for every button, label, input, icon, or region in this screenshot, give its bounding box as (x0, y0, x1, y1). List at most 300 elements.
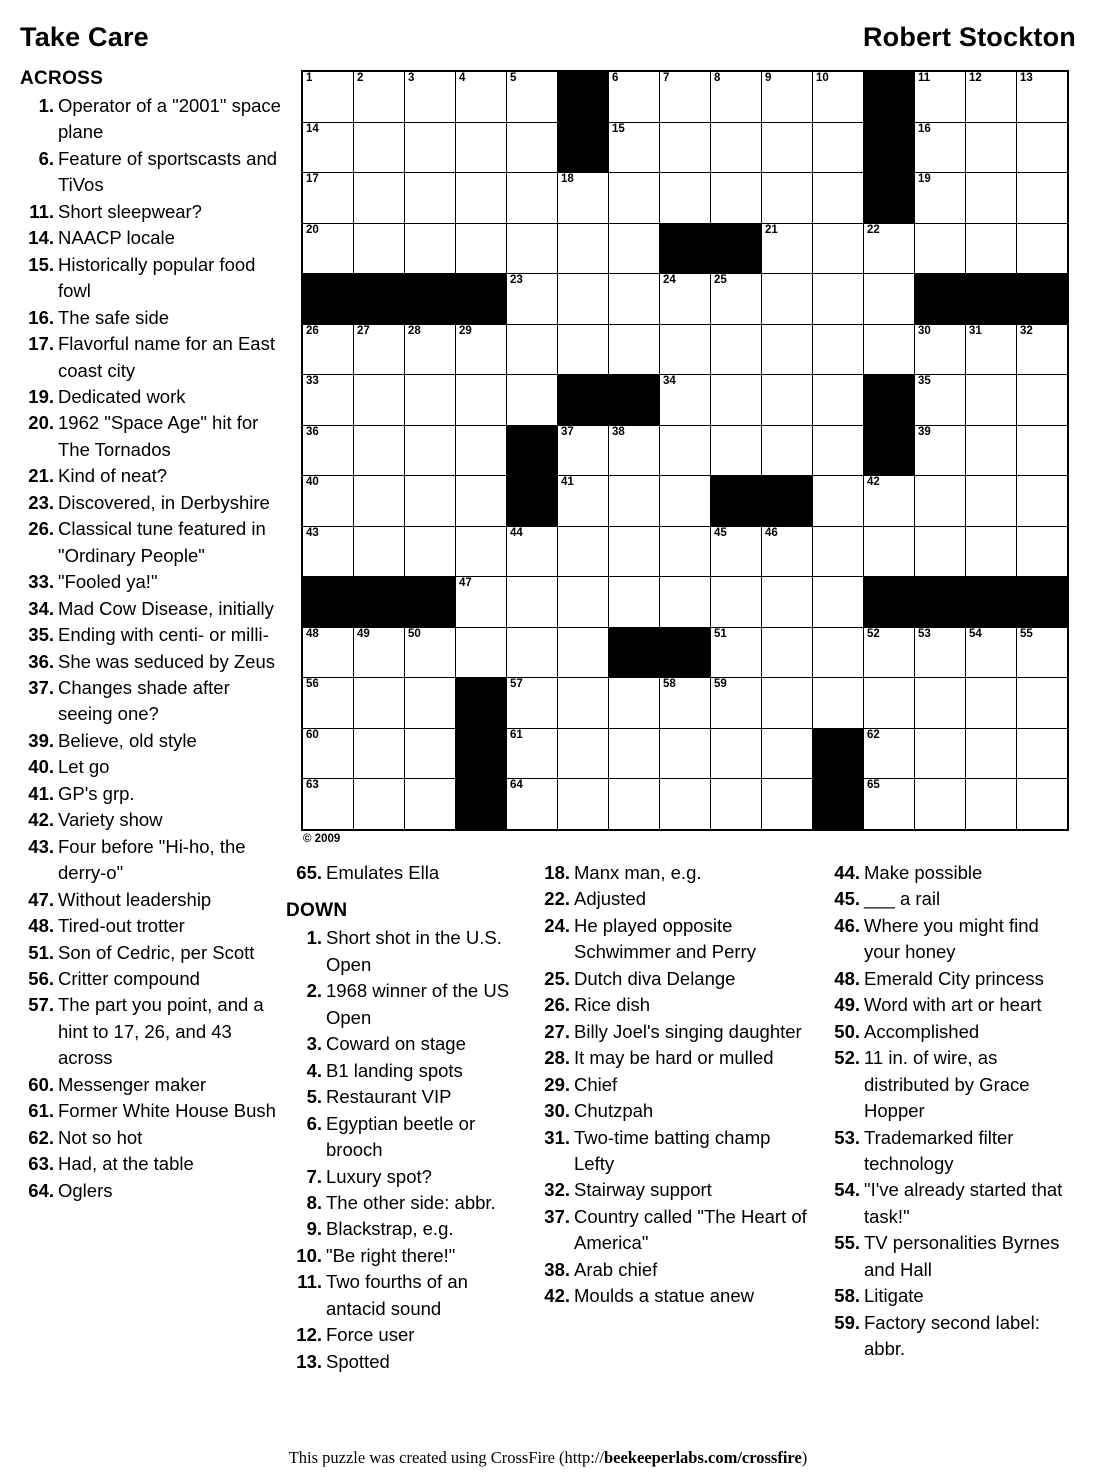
grid-cell[interactable] (302, 375, 354, 426)
grid-cell[interactable] (1017, 476, 1069, 527)
clue-item[interactable] (286, 1216, 522, 1242)
grid-cell[interactable] (711, 728, 762, 779)
grid-cell[interactable] (915, 122, 966, 173)
across-clue-list-tail (286, 860, 522, 886)
grid-cell[interactable] (354, 476, 405, 527)
grid-cell[interactable] (711, 577, 762, 628)
clue-number: 18. (544, 862, 570, 883)
clue-item[interactable] (824, 1019, 1064, 1045)
grid-cell[interactable] (711, 274, 762, 325)
grid-cell[interactable] (609, 728, 660, 779)
grid-cell[interactable] (915, 71, 966, 122)
grid-cell[interactable] (915, 324, 966, 375)
clue-item[interactable] (534, 1019, 812, 1045)
grid-cell[interactable] (864, 627, 915, 678)
grid-cell[interactable] (762, 274, 813, 325)
grid-block-cell (507, 425, 558, 476)
grid-cell[interactable] (302, 476, 354, 527)
grid-cell[interactable] (507, 223, 558, 274)
grid-cell[interactable] (660, 526, 711, 577)
clue-item[interactable] (534, 913, 812, 966)
grid-cell[interactable] (609, 779, 660, 830)
grid-cell[interactable] (711, 425, 762, 476)
clue-item[interactable] (20, 992, 288, 1071)
clue-item[interactable] (20, 93, 288, 146)
grid-cell[interactable] (558, 476, 609, 527)
grid-cell[interactable] (762, 122, 813, 173)
grid-cell[interactable] (660, 122, 711, 173)
grid-cell[interactable] (609, 122, 660, 173)
clue-item[interactable] (534, 992, 812, 1018)
grid-cell[interactable] (915, 476, 966, 527)
clue-item[interactable] (20, 225, 288, 251)
grid-cell[interactable] (302, 779, 354, 830)
grid-cell[interactable] (456, 375, 507, 426)
clue-item[interactable] (20, 1178, 288, 1204)
grid-cell[interactable] (864, 476, 915, 527)
grid-cell[interactable] (711, 678, 762, 729)
footer-link[interactable]: beekeeperlabs.com/crossfire (603, 1448, 802, 1467)
grid-cell[interactable] (966, 425, 1017, 476)
grid-cell[interactable] (456, 526, 507, 577)
clue-item[interactable] (534, 1204, 812, 1257)
clue-item[interactable] (534, 1177, 812, 1203)
clue-item[interactable] (20, 966, 288, 992)
grid-block-cell (1017, 577, 1069, 628)
clue-item[interactable] (286, 978, 522, 1031)
grid-cell[interactable] (405, 476, 456, 527)
grid-cell[interactable] (354, 122, 405, 173)
grid-cell[interactable] (1017, 324, 1069, 375)
grid-cell[interactable] (813, 324, 864, 375)
grid-cell[interactable] (456, 122, 507, 173)
grid-cell[interactable] (302, 526, 354, 577)
grid-block-cell (966, 274, 1017, 325)
grid-cell[interactable] (302, 678, 354, 729)
clue-item[interactable] (286, 860, 522, 886)
grid-cell[interactable] (302, 728, 354, 779)
clue-item[interactable] (20, 146, 288, 199)
clue-item[interactable] (286, 1111, 522, 1164)
clue-item[interactable] (286, 1084, 522, 1110)
grid-cell[interactable] (405, 627, 456, 678)
clue-number: 33. (28, 571, 54, 593)
grid-cell[interactable] (507, 324, 558, 375)
grid-cell[interactable] (507, 728, 558, 779)
grid-cell[interactable] (813, 526, 864, 577)
grid-block-cell (711, 476, 762, 527)
clue-item[interactable] (20, 781, 288, 807)
grid-cell[interactable] (609, 526, 660, 577)
grid-cell[interactable] (864, 324, 915, 375)
grid-cell[interactable] (1017, 779, 1069, 830)
clue-item[interactable] (286, 1031, 522, 1057)
clue-item[interactable] (20, 516, 288, 569)
clue-item[interactable] (20, 649, 288, 675)
grid-cell[interactable] (966, 526, 1017, 577)
crossword-grid[interactable] (301, 70, 1069, 831)
grid-cell[interactable] (966, 678, 1017, 729)
grid-cell[interactable] (354, 71, 405, 122)
grid-cell[interactable] (558, 173, 609, 224)
grid-cell[interactable] (711, 173, 762, 224)
grid-cell[interactable] (354, 324, 405, 375)
clue-item[interactable] (20, 1098, 288, 1124)
grid-cell[interactable] (762, 678, 813, 729)
grid-cell[interactable] (609, 425, 660, 476)
grid-cell[interactable] (456, 425, 507, 476)
grid-cell[interactable] (1017, 627, 1069, 678)
grid-cell[interactable] (762, 526, 813, 577)
grid-cell-number: 59 (714, 678, 727, 690)
grid-cell[interactable] (507, 678, 558, 729)
grid-cell[interactable] (864, 728, 915, 779)
grid-cell[interactable] (711, 779, 762, 830)
clue-item[interactable] (20, 1125, 288, 1151)
grid-cell[interactable] (1017, 425, 1069, 476)
clue-item[interactable] (20, 384, 288, 410)
grid-cell[interactable] (354, 779, 405, 830)
grid-cell[interactable] (915, 173, 966, 224)
clue-number: 6. (306, 1112, 322, 1134)
grid-cell[interactable] (354, 173, 405, 224)
grid-cell[interactable] (609, 274, 660, 325)
grid-cell[interactable] (405, 425, 456, 476)
grid-cell[interactable] (609, 173, 660, 224)
clue-item[interactable] (534, 1283, 812, 1309)
grid-cell[interactable] (609, 71, 660, 122)
grid-row (302, 476, 1068, 527)
clue-text: B1 landing spots (326, 1059, 463, 1081)
grid-cell[interactable] (507, 779, 558, 830)
clue-item[interactable] (286, 1269, 522, 1322)
grid-cell[interactable] (915, 678, 966, 729)
grid-cell[interactable] (966, 71, 1017, 122)
grid-cell[interactable] (302, 324, 354, 375)
grid-row (302, 173, 1068, 224)
grid-cell[interactable] (456, 476, 507, 527)
grid-cell[interactable] (966, 728, 1017, 779)
grid-cell[interactable] (354, 627, 405, 678)
grid-cell[interactable] (864, 274, 915, 325)
clue-item[interactable] (534, 1098, 812, 1124)
grid-cell[interactable] (660, 678, 711, 729)
grid-cell[interactable] (864, 678, 915, 729)
clue-item[interactable] (534, 1125, 812, 1178)
grid-cell[interactable] (302, 627, 354, 678)
clue-item[interactable] (20, 834, 288, 887)
clue-item[interactable] (824, 1230, 1064, 1283)
grid-cell[interactable] (762, 71, 813, 122)
clue-item[interactable] (824, 1310, 1064, 1363)
grid-cell[interactable] (711, 71, 762, 122)
grid-cell[interactable] (813, 627, 864, 678)
clue-item[interactable] (20, 675, 288, 728)
clue-item[interactable] (824, 913, 1064, 966)
clue-item[interactable] (20, 410, 288, 463)
grid-cell[interactable] (813, 274, 864, 325)
grid-cell[interactable] (813, 122, 864, 173)
grid-cell[interactable] (762, 223, 813, 274)
grid-cell[interactable] (302, 173, 354, 224)
clue-item[interactable] (20, 887, 288, 913)
grid-cell[interactable] (302, 122, 354, 173)
grid-cell[interactable] (456, 173, 507, 224)
grid-cell[interactable] (966, 627, 1017, 678)
grid-cell[interactable] (813, 71, 864, 122)
clue-item[interactable] (20, 199, 288, 225)
grid-cell[interactable] (762, 375, 813, 426)
clue-number: 25. (544, 967, 570, 989)
grid-cell[interactable] (354, 223, 405, 274)
grid-cell[interactable] (558, 728, 609, 779)
clue-item[interactable] (286, 1190, 522, 1216)
grid-cell[interactable] (456, 223, 507, 274)
grid-cell[interactable] (813, 425, 864, 476)
grid-cell[interactable] (762, 728, 813, 779)
grid-cell[interactable] (660, 71, 711, 122)
clue-text: Chutzpah (574, 1100, 654, 1122)
clue-item[interactable] (20, 913, 288, 939)
grid-cell[interactable] (966, 324, 1017, 375)
clue-item[interactable] (286, 1164, 522, 1190)
clue-item[interactable] (824, 860, 1064, 886)
clue-item[interactable] (534, 1072, 812, 1098)
grid-cell[interactable] (1017, 71, 1069, 122)
clue-item[interactable] (20, 305, 288, 331)
grid-cell[interactable] (558, 274, 609, 325)
clue-item[interactable] (534, 860, 812, 886)
grid-cell[interactable] (405, 324, 456, 375)
grid-cell[interactable] (405, 728, 456, 779)
clue-text: Classical tune featured in "Ordinary People" (58, 518, 266, 566)
grid-cell[interactable] (609, 678, 660, 729)
clue-item[interactable] (534, 1257, 812, 1283)
grid-cell[interactable] (1017, 678, 1069, 729)
grid-cell[interactable] (456, 627, 507, 678)
grid-cell-number: 41 (561, 476, 574, 488)
grid-cell[interactable] (1017, 728, 1069, 779)
grid-cell[interactable] (405, 173, 456, 224)
clue-item[interactable] (20, 463, 288, 489)
grid-cell-number: 58 (663, 678, 676, 690)
clue-text: Accomplished (864, 1020, 980, 1042)
grid-cell[interactable] (354, 728, 405, 779)
grid-cell[interactable] (711, 324, 762, 375)
grid-cell[interactable] (660, 476, 711, 527)
grid-cell[interactable] (711, 375, 762, 426)
grid-cell[interactable] (915, 627, 966, 678)
grid-cell[interactable] (813, 476, 864, 527)
grid-cell[interactable] (1017, 223, 1069, 274)
grid-cell[interactable] (711, 122, 762, 173)
clue-item[interactable] (286, 1349, 522, 1375)
grid-cell[interactable] (915, 728, 966, 779)
grid-block-cell (609, 375, 660, 426)
grid-cell[interactable] (660, 779, 711, 830)
grid-cell[interactable] (558, 223, 609, 274)
clue-item[interactable] (824, 1177, 1064, 1230)
grid-cell[interactable] (915, 425, 966, 476)
clue-item[interactable] (20, 252, 288, 305)
grid-cell[interactable] (302, 71, 354, 122)
grid-cell[interactable] (456, 324, 507, 375)
grid-cell[interactable] (609, 476, 660, 527)
clue-number: 43. (28, 835, 54, 857)
grid-cell[interactable] (813, 223, 864, 274)
grid-cell[interactable] (507, 173, 558, 224)
grid-cell[interactable] (813, 678, 864, 729)
grid-table[interactable] (301, 70, 1069, 831)
clue-item[interactable] (824, 1283, 1064, 1309)
grid-cell[interactable] (558, 627, 609, 678)
grid-cell[interactable] (609, 577, 660, 628)
clue-item[interactable] (824, 886, 1064, 912)
clue-item[interactable] (20, 940, 288, 966)
grid-cell[interactable] (405, 223, 456, 274)
grid-cell[interactable] (660, 577, 711, 628)
grid-cell[interactable] (660, 274, 711, 325)
clue-item[interactable] (286, 1243, 522, 1269)
clue-item[interactable] (20, 490, 288, 516)
grid-cell[interactable] (813, 375, 864, 426)
grid-cell[interactable] (507, 122, 558, 173)
grid-cell[interactable] (966, 476, 1017, 527)
grid-cell[interactable] (405, 122, 456, 173)
clue-item[interactable] (20, 1151, 288, 1177)
clue-number: 5. (306, 1086, 322, 1108)
grid-cell[interactable] (609, 324, 660, 375)
grid-cell[interactable] (762, 627, 813, 678)
clue-item[interactable] (20, 1072, 288, 1098)
grid-cell[interactable] (762, 779, 813, 830)
grid-cell[interactable] (405, 779, 456, 830)
grid-cell[interactable] (966, 122, 1017, 173)
grid-cell[interactable] (966, 779, 1017, 830)
grid-cell[interactable] (864, 526, 915, 577)
grid-cell[interactable] (354, 526, 405, 577)
grid-cell[interactable] (558, 425, 609, 476)
grid-cell[interactable] (1017, 122, 1069, 173)
clue-item[interactable] (824, 992, 1064, 1018)
clue-item[interactable] (20, 596, 288, 622)
grid-cell[interactable] (302, 425, 354, 476)
clue-number: 34. (28, 597, 54, 619)
grid-block-cell (558, 122, 609, 173)
grid-cell-number: 63 (306, 779, 319, 791)
clue-item[interactable] (20, 754, 288, 780)
clue-item[interactable] (824, 1125, 1064, 1178)
grid-cell[interactable] (915, 375, 966, 426)
grid-cell[interactable] (456, 577, 507, 628)
grid-cell[interactable] (864, 223, 915, 274)
grid-cell[interactable] (762, 324, 813, 375)
grid-cell[interactable] (558, 678, 609, 729)
grid-cell[interactable] (762, 425, 813, 476)
grid-cell[interactable] (507, 274, 558, 325)
grid-cell[interactable] (1017, 173, 1069, 224)
grid-cell[interactable] (405, 375, 456, 426)
clue-item[interactable] (534, 886, 812, 912)
grid-cell[interactable] (1017, 375, 1069, 426)
grid-cell[interactable] (915, 526, 966, 577)
grid-cell[interactable] (405, 526, 456, 577)
grid-row (302, 577, 1068, 628)
clue-item[interactable] (20, 622, 288, 648)
grid-cell[interactable] (405, 71, 456, 122)
grid-cell[interactable] (864, 779, 915, 830)
clue-item[interactable] (286, 1058, 522, 1084)
grid-cell[interactable] (354, 375, 405, 426)
clue-item[interactable] (824, 1045, 1064, 1124)
grid-cell[interactable] (966, 223, 1017, 274)
grid-cell[interactable] (558, 577, 609, 628)
grid-cell[interactable] (354, 678, 405, 729)
grid-cell[interactable] (405, 678, 456, 729)
clue-item[interactable] (20, 331, 288, 384)
grid-cell-number: 15 (612, 122, 625, 135)
grid-cell[interactable] (660, 728, 711, 779)
grid-cell[interactable] (660, 324, 711, 375)
clue-item[interactable] (20, 728, 288, 754)
clue-number: 52. (834, 1047, 860, 1069)
grid-cell[interactable] (558, 526, 609, 577)
grid-cell[interactable] (507, 71, 558, 122)
grid-cell[interactable] (762, 577, 813, 628)
grid-cell[interactable] (507, 526, 558, 577)
grid-cell[interactable] (813, 577, 864, 628)
grid-cell[interactable] (966, 173, 1017, 224)
clue-item[interactable] (534, 1045, 812, 1071)
grid-cell[interactable] (507, 627, 558, 678)
grid-cell[interactable] (354, 425, 405, 476)
grid-cell[interactable] (558, 779, 609, 830)
grid-block-cell (813, 728, 864, 779)
grid-cell[interactable] (915, 779, 966, 830)
grid-cell[interactable] (711, 526, 762, 577)
grid-cell[interactable] (507, 577, 558, 628)
grid-cell[interactable] (762, 173, 813, 224)
clue-number: 31. (544, 1126, 570, 1148)
grid-cell[interactable] (813, 173, 864, 224)
grid-cell[interactable] (558, 324, 609, 375)
grid-cell-number: 36 (306, 425, 319, 438)
clue-item[interactable] (824, 966, 1064, 992)
grid-cell[interactable] (660, 375, 711, 426)
grid-block-cell (864, 71, 915, 122)
clue-item[interactable] (534, 966, 812, 992)
grid-cell-number: 42 (867, 476, 880, 488)
clue-item[interactable] (20, 569, 288, 595)
grid-cell[interactable] (507, 375, 558, 426)
clue-text: Luxury spot? (326, 1165, 432, 1187)
grid-cell[interactable] (456, 71, 507, 122)
grid-cell[interactable] (711, 627, 762, 678)
grid-cell[interactable] (966, 375, 1017, 426)
grid-cell[interactable] (660, 425, 711, 476)
grid-cell[interactable] (660, 173, 711, 224)
grid-block-cell (966, 577, 1017, 628)
grid-cell[interactable] (302, 223, 354, 274)
grid-cell-number: 25 (714, 274, 727, 286)
clue-text: Critter compound (58, 967, 200, 989)
clue-item[interactable] (286, 1322, 522, 1348)
grid-cell[interactable] (1017, 526, 1069, 577)
grid-cell[interactable] (915, 223, 966, 274)
clue-item[interactable] (20, 807, 288, 833)
clue-item[interactable] (286, 925, 522, 978)
grid-cell[interactable] (609, 223, 660, 274)
